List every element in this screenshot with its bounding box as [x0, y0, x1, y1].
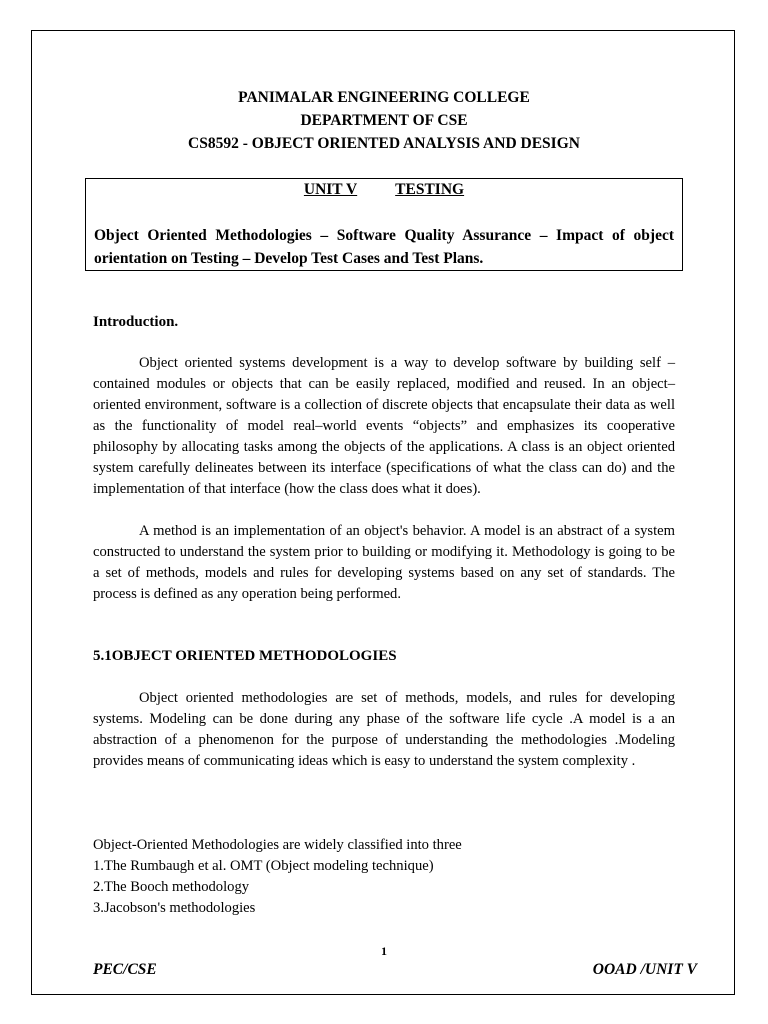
- section-5-1-heading: 5.1OBJECT ORIENTED METHODOLOGIES: [93, 648, 397, 664]
- unit-title: TESTING: [395, 181, 465, 198]
- department-name: DEPARTMENT OF CSE: [300, 112, 468, 129]
- list-item: 2.The Booch methodology: [93, 879, 250, 895]
- introduction-heading: Introduction.: [93, 314, 179, 330]
- list-item: 3.Jacobson's methodologies: [93, 900, 256, 916]
- list-item: 1.The Rumbaugh et al. OMT (Object modeling technique): [93, 858, 434, 874]
- unit-heading: [86, 181, 682, 199]
- introduction-paragraph-2: A method is an implementation of an object's behavior. A model is an abstract of a system constructed to understand the system prior to building or modifying it. Methodology is going to be a set of methods, models and rules for developing systems based on any set of standards. The process is defined as any operation being performed.: [93, 523, 675, 602]
- course-title: CS8592 - OBJECT ORIENTED ANALYSIS AND DESIGN: [188, 135, 580, 152]
- classification-intro: Object-Oriented Methodologies are widely classified into three: [93, 837, 462, 853]
- unit-topics: Object Oriented Methodologies – Software Quality Assurance – Impact of object orientation on Testing – Develop Test Cases and Test Plans.: [94, 227, 674, 267]
- section-5-1-paragraph: Object oriented methodologies are set of methods, models, and rules for developing systems. Modeling can be done during any phase of the software life cycle .A model is a an abstraction of a phenomenon for the purpose of understanding the methodologies .Modeling provides means of communicating ideas which is easy to understand the system complexity .: [93, 690, 675, 769]
- footer-left: PEC/CSE: [93, 961, 157, 978]
- college-name: PANIMALAR ENGINEERING COLLEGE: [238, 89, 530, 106]
- footer-right: OOAD /UNIT V: [592, 961, 697, 978]
- page-number: 1: [381, 944, 387, 958]
- introduction-paragraph-1: Object oriented systems development is a way to develop software by building self – contained modules or objects that can be easily replaced, modified and reused. In an object–oriented environment, software is a collection of discrete objects that encapsulate their data as well as the functionality of model real–world events “objects” and emphasizes its cooperative philosophy by allocating tasks among the objects of the applications. A class is an object oriented system carefully delineates between its interface (specifications of what the class can do) and the implementation of that interface (how the class does what it does).: [93, 355, 675, 497]
- unit-box: [85, 178, 683, 271]
- unit-number: UNIT V: [303, 181, 358, 198]
